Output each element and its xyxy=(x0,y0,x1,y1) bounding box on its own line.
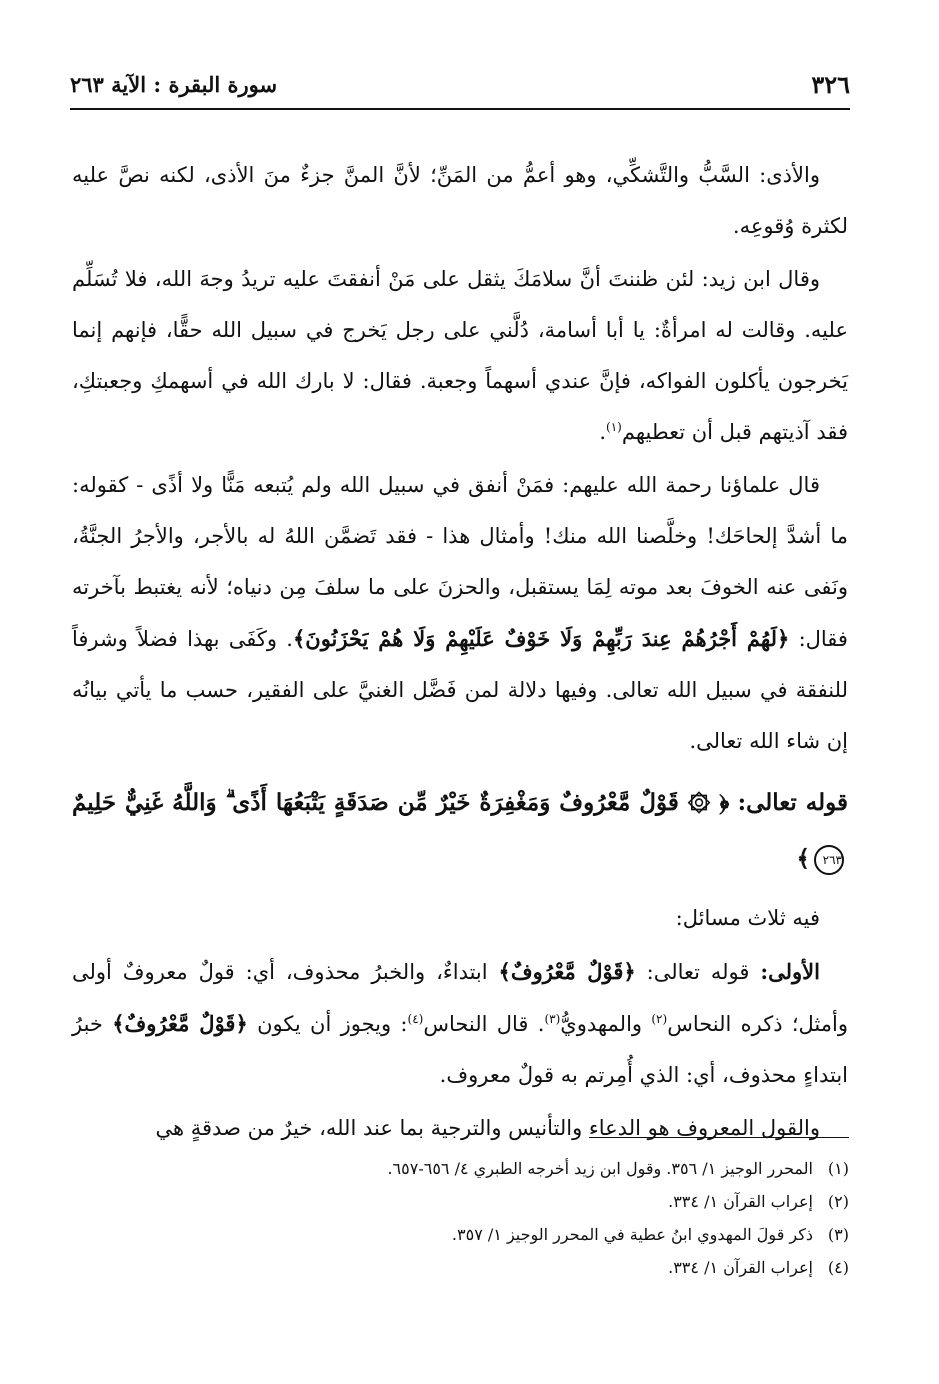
masala-1-text-4: . قال النحاس xyxy=(423,1012,545,1036)
paragraph-2-end: . xyxy=(599,420,607,444)
masail-intro xyxy=(72,893,848,944)
footnote-number: (١) xyxy=(827,1159,849,1178)
footnote-text: ذكر قولَ المهدوي ابنُ عطية في المحرر الوجيز ١/ ٣٥٧. xyxy=(451,1225,813,1244)
masala-1-label: الأولى: xyxy=(760,959,820,984)
page-number: ٣٢٦ xyxy=(811,70,850,99)
footnote-number: (٢) xyxy=(827,1192,849,1211)
footnote-3 xyxy=(129,1218,849,1251)
masala-1-text-1: قوله تعالى: xyxy=(646,960,750,984)
paragraph-1 xyxy=(72,150,848,252)
footnote-text: إعراب القرآن ١/ ٣٣٤. xyxy=(668,1192,813,1211)
page-header xyxy=(70,68,850,110)
footnote-1 xyxy=(129,1152,849,1185)
running-title: سورة البقرة : الآية ٢٦٣ xyxy=(70,72,278,97)
footnote-ref-4: (٤) xyxy=(407,1012,424,1026)
ayah-number-mark: ٢٦٣ xyxy=(814,845,844,875)
footnote-number: (٤) xyxy=(827,1258,849,1277)
footnote-ref-3: (٣) xyxy=(544,1012,561,1026)
verse-close: ﴾ xyxy=(796,845,810,872)
footnote-text: إعراب القرآن ١/ ٣٣٤. xyxy=(668,1258,813,1277)
paragraph-3-text-a: قال علماؤنا رحمة الله عليهم: فمَنْ أنفق في سبيل الله ولم يُتبعه مَنًّا ولا أذًى - كقوله: ما أشدَّ إلحاحَك! وخلَّصنا الله منك! وأمثال هذا - فقد تَضمَّن اللهُ له بالأجر، والأجرُ الجنَّةُ، ونَفى عنه الخوفَ بعد موته لِمَا يستقبل، والحزنَ على ما سلفَ مِن دنياه؛ لأنه يغتبط بآخرته فقال: xyxy=(72,473,848,651)
footnote-ref-1: (١) xyxy=(606,420,622,434)
quran-quote: ﴿لَهُمْ أَجْرُهُمْ عِندَ رَبِّهِمْ وَلَا خَوْفٌ عَلَيْهِمْ وَلَا هُمْ يَحْزَنُونَ﴾ xyxy=(292,626,790,651)
paragraph-2-text: وقال ابن زيد: لئن ظننتَ أنَّ سلامَكَ يثقل على مَنْ أنفقتَ عليه تريدُ وجهَ الله، فلا تُسَلِّم عليه. وقالت له امرأةٌ: يا أبا أسامة، دُلَّني على رجل يَخرج في سبيل الله حقًّا، فإنهم إنما يَخرجون يأكلون الفواكه، فإنَّ عندي أسهماً وجعبة. فقال: لا بارك الله في أسهمكِ وجعبتكِ، فقد آذيتهم قبل أن تعطيهم xyxy=(72,267,848,444)
verse-lead: قوله تعالى: xyxy=(737,789,848,816)
masala-1-quran-1: ﴿قَوْلٌ مَّعْرُوفٌ﴾ xyxy=(498,959,636,984)
masala-1-text-6: خبرُ ابتداءٍ محذوف، أي: الذي أُمِرتم به قولٌ معروف. xyxy=(72,1012,848,1087)
footnote-2 xyxy=(129,1185,849,1218)
last-paragraph-text: والقول المعروف هو الدعاء والتأنيس والترجية بما عند الله، خيرٌ من صدقةٍ هي xyxy=(155,1116,820,1140)
verse-text: ﴿ ۞ قَوْلٌ مَّعْرُوفٌ وَمَغْفِرَةٌ خَيْرٌ مِّن صَدَقَةٍ يَتْبَعُهَا أَذًى ۗ وَاللَّهُ غَنِيٌّ حَلِيمٌ xyxy=(72,789,730,816)
last-paragraph xyxy=(72,1103,848,1154)
verse-heading xyxy=(72,775,848,887)
paragraph-1-text: والأذى: السَّبُّ والتَّشكِّي، وهو أعمُّ من المَنِّ؛ لأنَّ المنَّ جزءٌ منَ الأذى، لكنه نصَّ عليه لكثرة وُقوعِه. xyxy=(72,163,848,238)
masala-1-quran-2: ﴿قَوْلٌ مَّعْرُوفٌ﴾ xyxy=(112,1011,248,1036)
masala-1-text-2: ابتداءٌ، والخبرُ محذوف، أي: قولٌ معروفٌ أولى وأمثل؛ ذكره النحاس xyxy=(72,960,848,1036)
paragraph-2 xyxy=(72,254,848,458)
masala-1 xyxy=(72,946,848,1101)
footnote-ref-2: (٢) xyxy=(651,1012,668,1026)
masala-1-text-3: والمهدويُّ xyxy=(560,1012,643,1036)
footnote-4 xyxy=(129,1251,849,1284)
masail-intro-text: فيه ثلاث مسائل: xyxy=(675,906,820,930)
paragraph-3 xyxy=(72,460,848,767)
paragraph-3-text-b: . وكَفَى بهذا فضلاً وشرفاً للنفقة في سبيل الله تعالى. وفيها دلالة لمن فَضَّل الغنيَّ على الفقير، حسب ما يأتي بيانُه إن شاء الله تعالى. xyxy=(72,627,848,753)
masala-1-text-5: : ويجوز أن يكون xyxy=(257,1012,408,1036)
footnote-text: المحرر الوجيز ١/ ٣٥٦. وقول ابن زيد أخرجه الطبري ٤/ ٦٥٦-٦٥٧. xyxy=(387,1159,813,1178)
footnote-divider xyxy=(589,1137,849,1138)
footnote-number: (٣) xyxy=(827,1225,849,1244)
footnotes xyxy=(129,1152,849,1284)
main-text xyxy=(72,150,848,1156)
